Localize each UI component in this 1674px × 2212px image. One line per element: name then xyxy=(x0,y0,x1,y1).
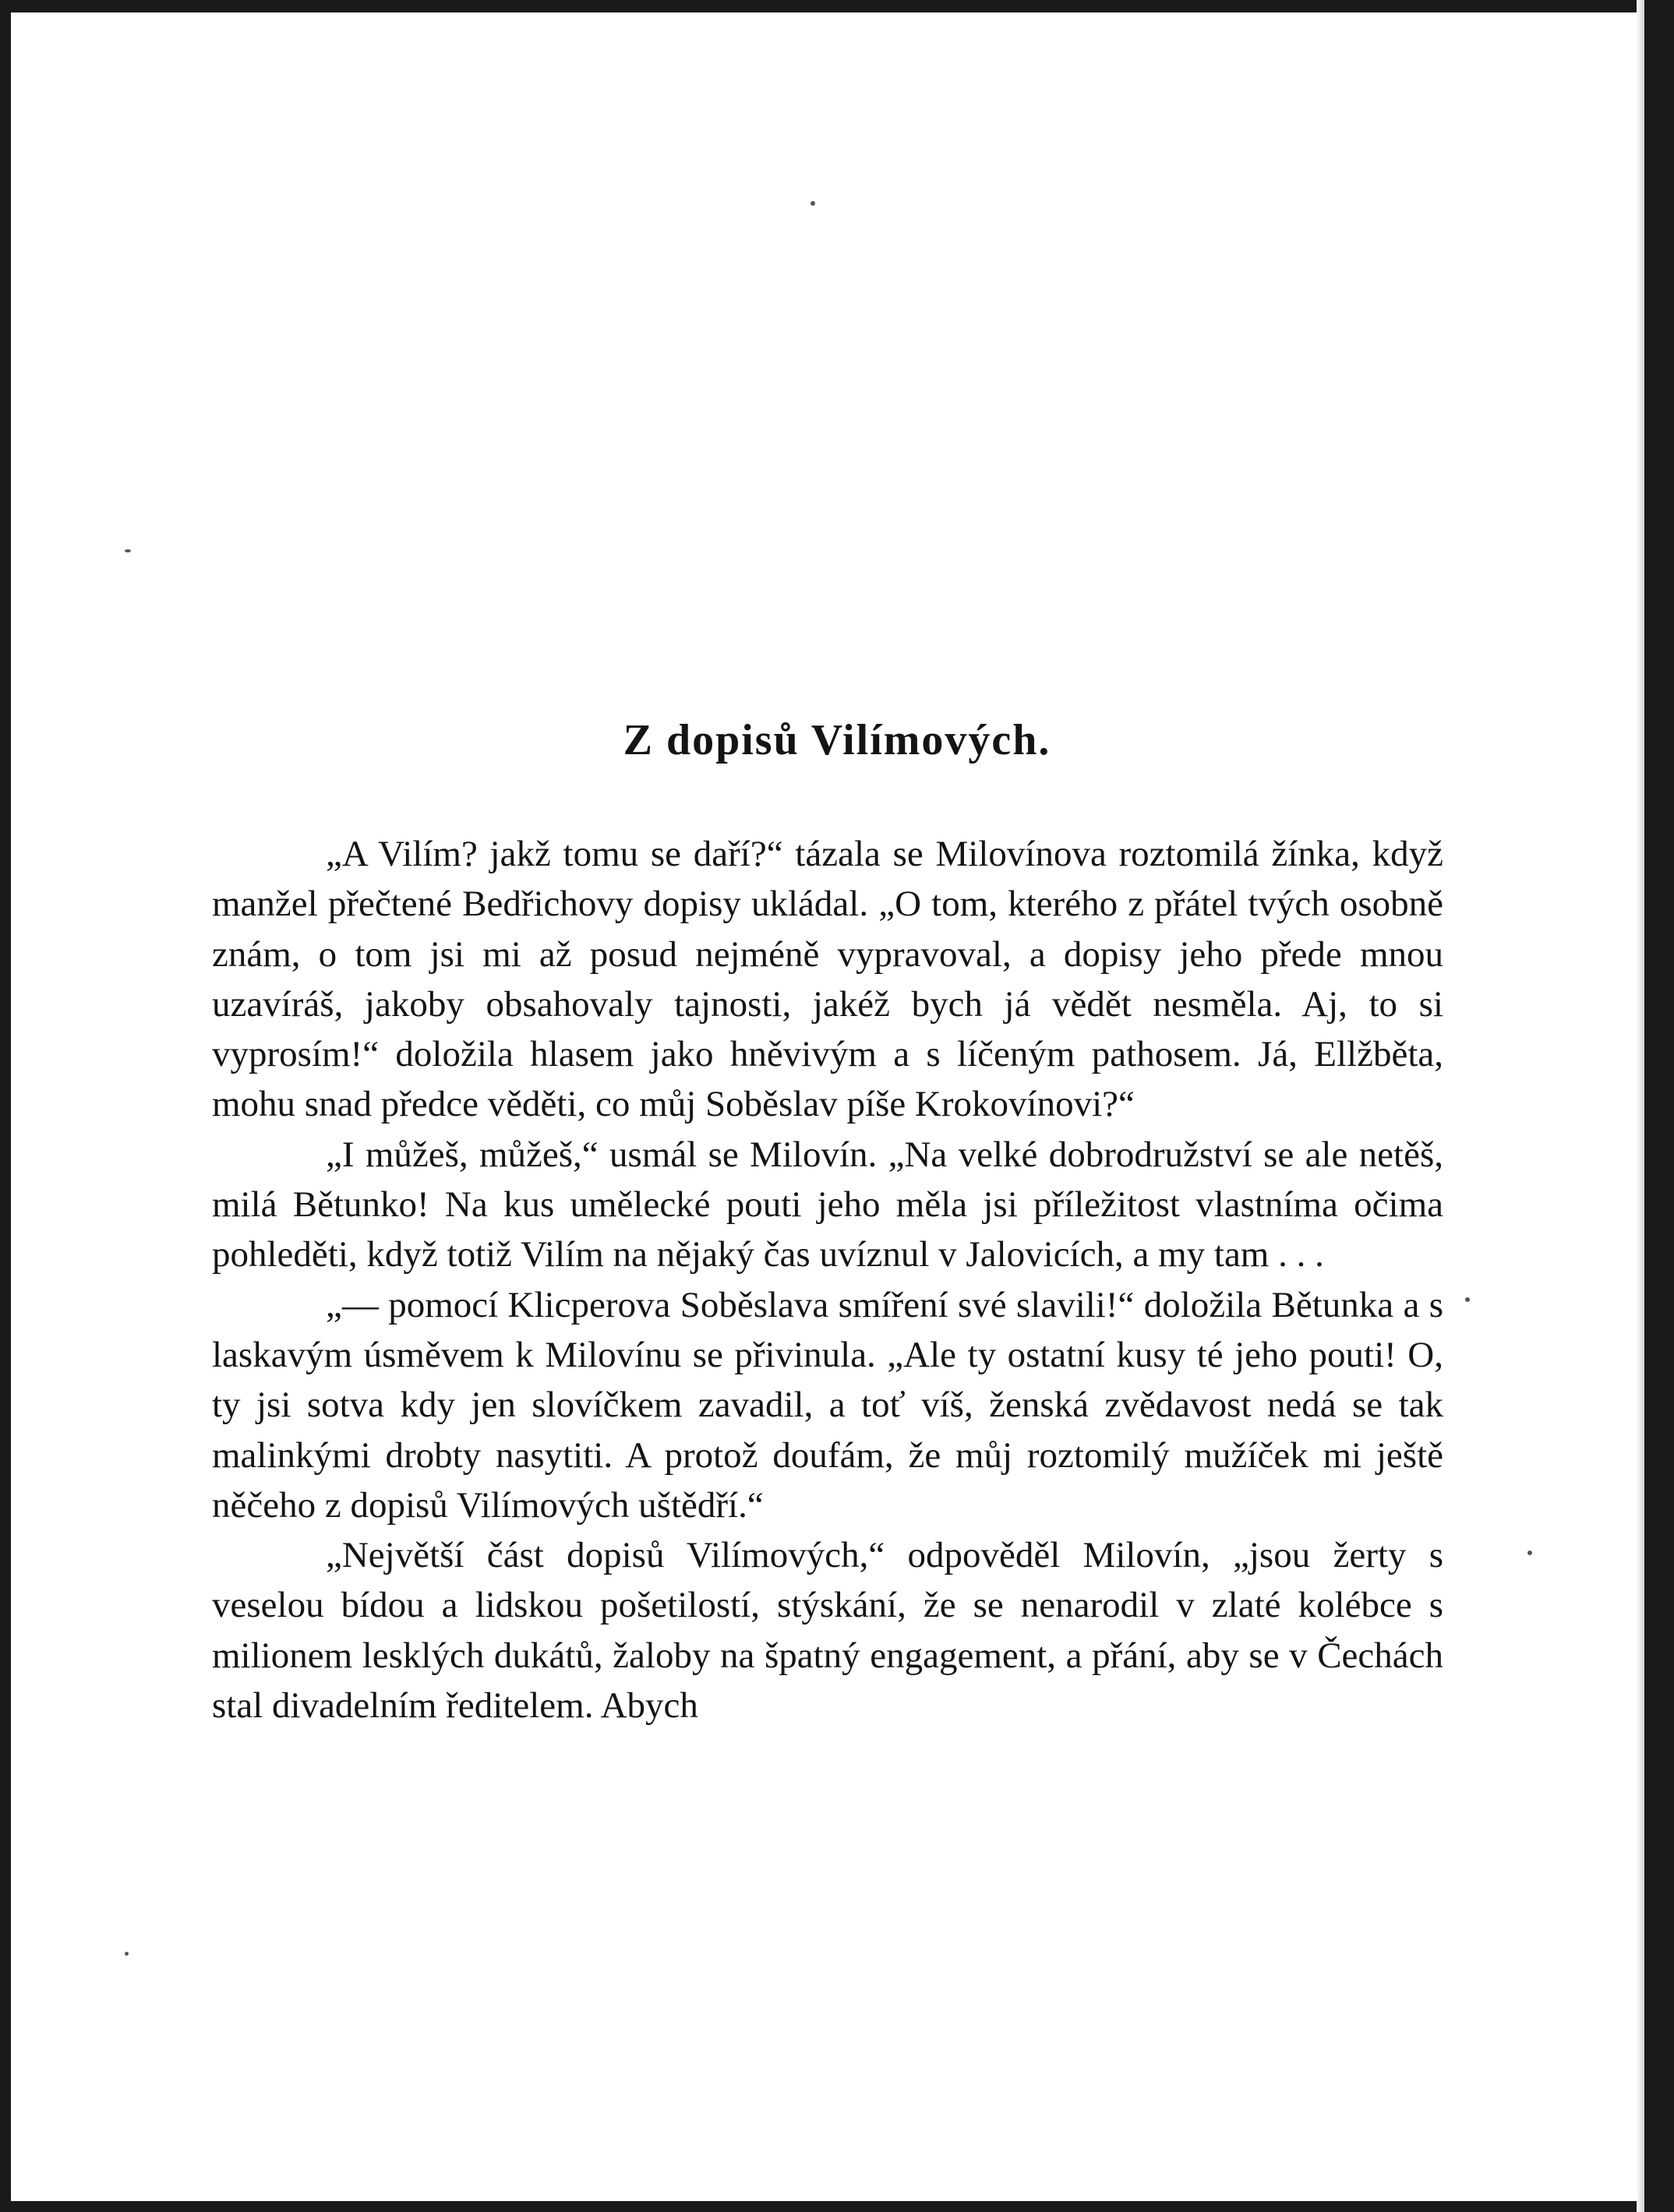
scan-edge-left xyxy=(0,0,11,2212)
scan-edge-shadow xyxy=(1637,0,1644,2212)
page-title: Z dopisů Vilímových. xyxy=(623,716,1051,764)
scan-edge-top xyxy=(0,0,1674,12)
scan-speck xyxy=(125,1952,129,1956)
scan-speck xyxy=(811,201,815,206)
body-text xyxy=(212,829,1443,1730)
paragraph: „— pomocí Klicperova Soběslava smíření své slavili!“ doložila Bětunka a s laskavým úsměvem k Milovínu se přivinula. „Ale ty ostatní kusy té jeho pouti! O, ty jsi sotva kdy jen slovíčkem zavadil, a toť víš, ženská zvědavost nedá se tak malinkými drobty nasytiti. A protož doufám, že můj roztomilý mužíček mi ještě něčeho z dopisů Vilímových uštědří.“ xyxy=(212,1284,1443,1526)
paragraph: „Největší část dopisů Vilímových,“ odpověděl Milovín, „jsou žerty s veselou bídou a lidskou pošetilostí, stýskání, že se nenarodil v zlaté kolébce s milionem lesklých dukátů, žaloby na špatný engagement, a přání, aby se v Čechách stal divadelním ředitelem. Abych xyxy=(212,1535,1443,1727)
scan-edge-bottom xyxy=(0,2201,1674,2212)
scan-speck xyxy=(1527,1551,1532,1555)
paragraph: „I můžeš, můžeš,“ usmál se Milovín. „Na velké dobrodružství se ale netěš, milá Bětunko! Na kus umělecké pouti jeho měla jsi příležitost vlastníma očima pohleděti, když totiž Vilím na nějaký čas uvíznul v Jalovicích, a my tam . . . xyxy=(212,1134,1443,1275)
scan-speck xyxy=(125,549,131,552)
paragraph: „A Vilím? jakž tomu se daří?“ tázala se Milovínova roztomilá žínka, když manžel přečtené Bedřichovy dopisy ukládal. „O tom, kterého z přátel tvých osobně znám, o tom jsi mi až posud nejméně vypravoval, a dopisy jeho přede mnou uzavíráš, jakoby obsahovaly tajnosti, jakéž bych já vědět nesměla. Aj, to si vyprosím!“ doložila hlasem jako hněvivým a s líčeným pathosem. Já, Ellžběta, mohu snad předce věděti, co můj Soběslav píše Krokovínovi?“ xyxy=(212,834,1443,1125)
scan-speck xyxy=(1465,1297,1470,1302)
scan-edge-right xyxy=(1644,0,1674,2212)
